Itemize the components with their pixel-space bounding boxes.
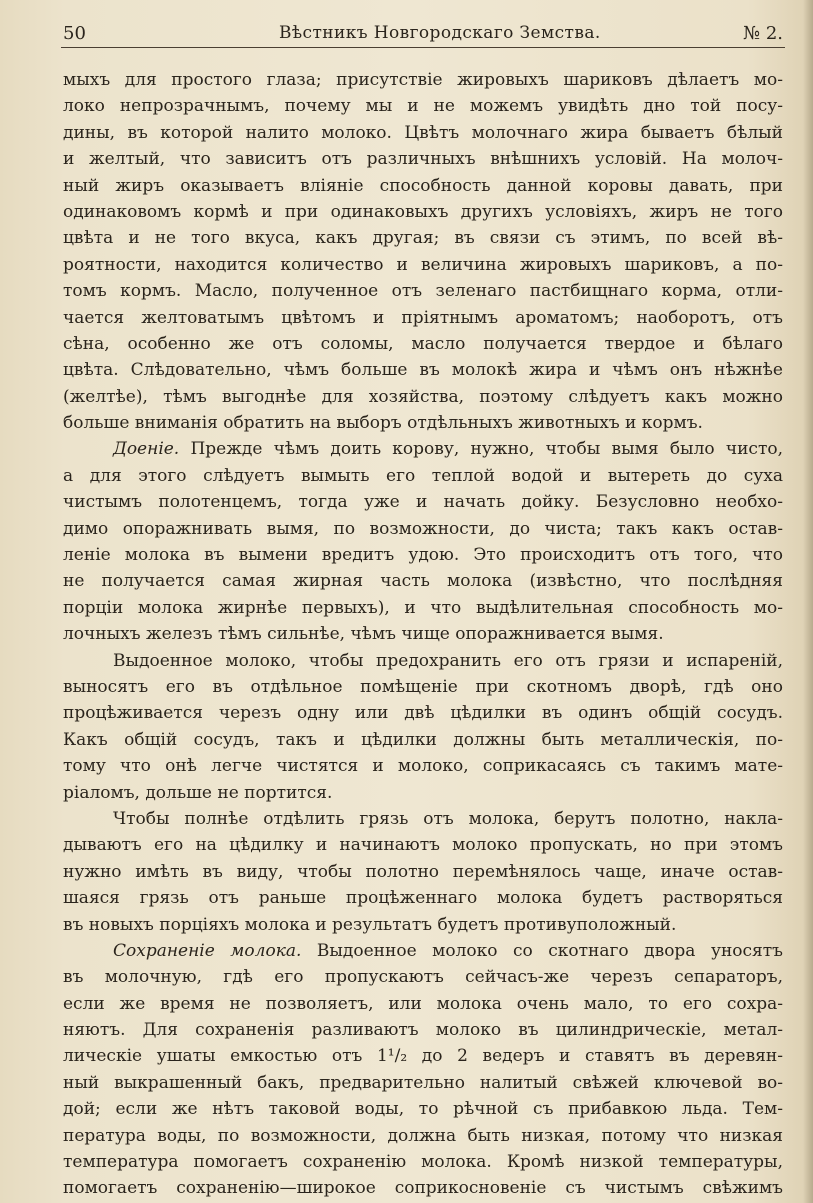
- line-text: мыхъ для простого глаза; присутствіе жировыхъ шариковъ дѣлаетъ мо-: [63, 70, 783, 90]
- text-line: [63, 780, 783, 806]
- line-text: дываютъ его на цѣдилку и начинаютъ молоко пропускать, но при этомъ: [63, 835, 783, 856]
- line-text: чается желтоватымъ цвѣтомъ и пріятнымъ ароматомъ; наоборотъ, отъ: [63, 307, 783, 328]
- line-text: сѣна, особенно же отъ соломы, масло получается твердое и бѣлаго: [63, 333, 783, 354]
- line-text: Выдоенное молоко со скотнаго двора уносятъ: [301, 940, 783, 961]
- line-text: дой; если же нѣтъ таковой воды, то рѣчной съ прибавкою льда. Тем-: [63, 1099, 783, 1120]
- line-text: леніе молока въ вымени вредитъ удою. Это происходитъ отъ того, что: [63, 545, 783, 566]
- text-line: [63, 1149, 783, 1175]
- line-text: (желтѣе), тѣмъ выгоднѣе для хозяйства, поэтому слѣдуетъ какъ можно: [63, 386, 783, 407]
- text-line: [63, 912, 783, 938]
- line-text: Прежде чѣмъ доить корову, нужно, чтобы вымя было чисто,: [179, 439, 783, 460]
- text-line: [63, 595, 783, 621]
- header-rule: [61, 47, 785, 48]
- text-line: [63, 885, 783, 911]
- text-line: [63, 806, 783, 832]
- text-line: [63, 489, 783, 515]
- line-text: цвѣта. Слѣдовательно, чѣмъ больше въ молокѣ жира и чѣмъ онъ нѣжнѣе: [63, 360, 783, 381]
- line-text: Какъ общій сосудъ, такъ и цѣдилки должны быть металлическія, по-: [63, 729, 783, 750]
- line-text: въ молочную, гдѣ его пропускаютъ сейчасъ-же черезъ сепараторъ,: [63, 967, 783, 988]
- page-edge-shadow: [803, 0, 813, 1203]
- text-line: [63, 199, 783, 225]
- text-line: [63, 1096, 783, 1122]
- text-line: [63, 753, 783, 779]
- line-text: няютъ. Для сохраненія разливаютъ молоко въ цилиндрическіе, метал-: [63, 1020, 783, 1041]
- text-line: [63, 991, 783, 1017]
- text-line: [63, 173, 783, 199]
- line-text: тому что онѣ легче чистятся и молоко, соприкасаясь съ такимъ мате-: [63, 756, 783, 777]
- line-text: если же время не позволяетъ, или молока очень мало, то его сохра-: [63, 993, 783, 1014]
- text-line: [63, 1123, 783, 1149]
- line-text: больше вниманія обратить на выборъ отдѣльныхъ животныхъ и кормъ.: [63, 413, 703, 434]
- line-text: Выдоенное молоко, чтобы предохранить его отъ грязи и испареній,: [113, 650, 783, 671]
- text-line: [63, 727, 783, 753]
- text-line: [63, 331, 783, 357]
- line-text: температура помогаетъ сохраненію молока. Кромѣ низкой температуры,: [63, 1152, 783, 1173]
- text-line: [63, 252, 783, 278]
- line-text: ный жиръ оказываетъ вліяніе способность данной коровы давать, при: [63, 175, 783, 196]
- line-text: Чтобы полнѣе отдѣлить грязь отъ молока, берутъ полотно, накла-: [113, 808, 783, 829]
- text-line: [63, 621, 783, 647]
- text-line: [63, 384, 783, 410]
- text-line: [63, 542, 783, 568]
- line-text: процѣживается черезъ одну или двѣ цѣдилки въ одинъ общій сосудъ.: [63, 703, 783, 724]
- text-line: [63, 674, 783, 700]
- line-text: въ новыхъ порціяхъ молока и результатъ будетъ противуположный.: [63, 914, 677, 935]
- page-number: 50: [63, 23, 86, 44]
- line-text: одинаковомъ кормѣ и при одинаковыхъ другихъ условіяхъ, жиръ не того: [63, 201, 783, 222]
- page-header: [63, 18, 783, 48]
- text-line: [63, 1017, 783, 1043]
- line-text: цвѣта и не того вкуса, какъ другая; въ связи съ этимъ, по всей вѣ-: [63, 228, 783, 249]
- text-line: [63, 305, 783, 331]
- line-text: нужно имѣть въ виду, чтобы полотно перемѣнялось чаще, иначе остав-: [63, 861, 783, 882]
- text-line: [63, 146, 783, 172]
- line-text: локо непрозрачнымъ, почему мы и не можемъ увидѣть дно той посу-: [63, 96, 783, 117]
- text-line: [63, 1043, 783, 1069]
- line-text: чистымъ полотенцемъ, тогда уже и начать дойку. Безусловно необхо-: [63, 492, 783, 513]
- issue-number: № 2.: [743, 23, 783, 44]
- text-line: [63, 278, 783, 304]
- text-line: [63, 463, 783, 489]
- line-text: томъ кормъ. Масло, полученное отъ зеленаго пастбищнаго корма, отли-: [63, 281, 783, 302]
- text-line: [63, 93, 783, 119]
- line-text: а для этого слѣдуетъ вымыть его теплой водой и вытереть до суха: [63, 465, 783, 486]
- line-text: и желтый, что зависитъ отъ различныхъ внѣшнихъ условій. На молоч-: [63, 149, 783, 170]
- line-text: выносятъ его въ отдѣльное помѣщеніе при скотномъ дворѣ, гдѣ оно: [63, 676, 783, 697]
- line-text: лочныхъ железъ тѣмъ сильнѣе, чѣмъ чище опоражнивается вымя.: [63, 624, 664, 645]
- text-line: [63, 1175, 783, 1201]
- text-line: [63, 225, 783, 251]
- text-line: [63, 1070, 783, 1096]
- text-line: [63, 568, 783, 594]
- text-line: [63, 859, 783, 885]
- text-line: [63, 938, 783, 964]
- line-text: ріаломъ, дольше не портится.: [63, 782, 333, 803]
- line-text: порціи молока жирнѣе первыхъ), и что выдѣлительная способность мо-: [63, 597, 783, 618]
- text-line: [63, 648, 783, 674]
- line-text: пература воды, по возможности, должна быть низкая, потому что низкая: [63, 1125, 783, 1146]
- body-text: [63, 67, 783, 1202]
- text-line: [63, 67, 783, 93]
- line-text: не получается самая жирная часть молока (извѣстно, что послѣдняя: [63, 571, 783, 592]
- text-line: [63, 357, 783, 383]
- text-line: [63, 832, 783, 858]
- text-line: [63, 700, 783, 726]
- text-line: [63, 410, 783, 436]
- line-text: роятности, находится количество и величина жировыхъ шариковъ, а по-: [63, 254, 783, 275]
- section-heading: Доеніе.: [113, 439, 180, 460]
- line-text: помогаетъ сохраненію—широкое соприкосновеніе съ чистымъ свѣжимъ: [63, 1178, 783, 1199]
- line-text: димо опоражнивать вымя, по возможности, до чиста; такъ какъ остав-: [63, 518, 783, 539]
- text-line: [63, 436, 783, 462]
- journal-title: Вѣстникъ Новгородскаго Земства.: [279, 23, 601, 43]
- text-line: [63, 516, 783, 542]
- text-line: [63, 964, 783, 990]
- line-text: лическіе ушаты емкостью отъ 1¹/₂ до 2 ведеръ и ставятъ въ деревян-: [63, 1046, 783, 1067]
- line-text: шаяся грязь отъ раньше процѣженнаго молока будетъ растворяться: [63, 888, 783, 909]
- line-text: дины, въ которой налито молоко. Цвѣтъ молочнаго жира бываетъ бѣлый: [63, 122, 783, 143]
- line-text: ный выкрашенный бакъ, предварительно налитый свѣжей ключевой во-: [63, 1072, 783, 1093]
- section-heading: Сохраненіе молока.: [113, 940, 302, 961]
- text-line: [63, 120, 783, 146]
